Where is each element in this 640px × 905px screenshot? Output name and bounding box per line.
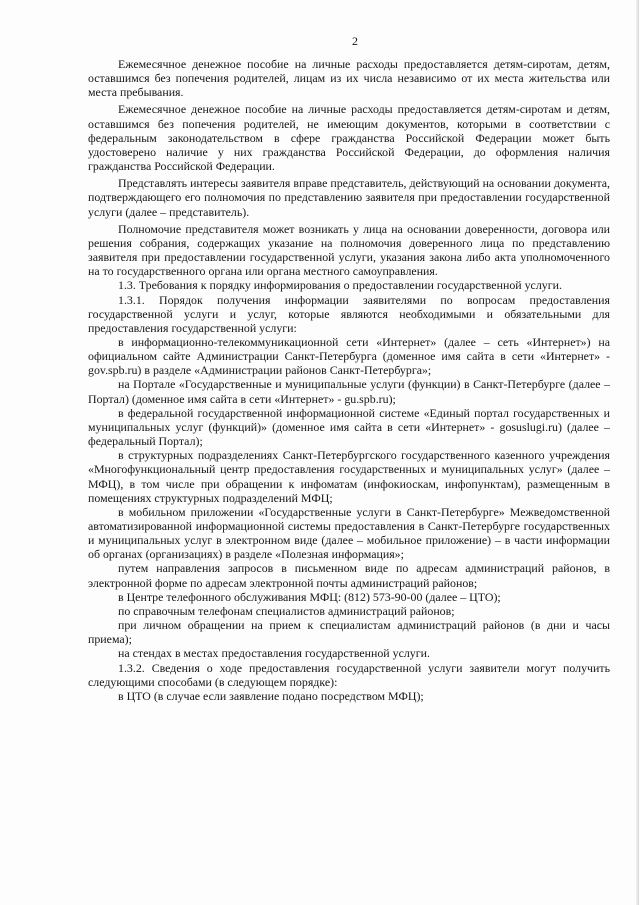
page-number: 2 [352, 34, 358, 48]
paragraph-14: по справочным телефонам специалистов администраций районов; [118, 603, 455, 618]
paragraph-4: Полномочие представителя может возникать у лица на основании доверенности, договора или решения собрания, содержащих указание на полномочия доверенного лица по представлению заявителя при предоставлении государственной услуги, указания закона либо акта уполномоченного на то государственного органа или органа местного самоуправления. [88, 221, 610, 279]
paragraph-13: в Центре телефонного обслуживания МФЦ: (812) 573-90-00 (далее – ЦТО); [118, 589, 501, 604]
paragraph-7: в информационно-телекоммуникационной сети «Интернет» (далее – сеть «Интернет») на официальном сайте Администрации Санкт-Петербурга (доменное имя сайта в сети «Интернет» - gov.spb.ru) в разделе «Администрации районов Санкт-Петербурга»; [88, 334, 610, 378]
paragraph-11: в мобильном приложении «Государственные услуги в Санкт-Петербурге» Межведомственной автоматизированной информационной системы предоставления в Санкт-Петербурге государственных и муниципальных услуг в электронном виде (далее – мобильное приложение) – в части информации об органах (организациях) в разделе «Полезная информация»; [88, 504, 610, 562]
paragraph-12: путем направления запросов в письменном виде по адресам администраций районов, в электронной форме по адресам электронной почты администраций районов; [88, 561, 610, 590]
document-body [88, 57, 610, 703]
paragraph-3: Представлять интересы заявителя вправе представитель, действующий на основании документа, подтверждающего его полномочия по представлению заявителя при предоставлении государственной услуги (далее – представитель). [88, 176, 610, 219]
paragraph-5: 1.3. Требования к порядку информирования о предоставлении государственной услуги. [118, 278, 562, 293]
paragraph-6: 1.3.1. Порядок получения информации заявителями по вопросам предоставления государственной услуги и услуг, которые являются необходимыми и обязательными для предоставления государственной услуги: [88, 292, 610, 335]
paragraph-1: Ежемесячное денежное пособие на личные расходы предоставляется детям-сиротам, детям, оставшимся без попечения родителей, лицам из их числа независимо от их места жительства или места пребывания. [88, 57, 610, 100]
paragraph-17: 1.3.2. Сведения о ходе предоставления государственной услуги заявители могут получить следующими способами (в следующем порядке): [88, 660, 610, 689]
paragraph-9: в федеральной государственной информационной системе «Единый портал государственных и муниципальных услуг (функций)» (доменное имя сайта в сети «Интернет» - gosuslugi.ru) (далее – федеральный Портал); [88, 405, 610, 449]
paragraph-15: при личном обращении на прием к специалистам администраций районов (в дни и часы приема); [88, 618, 610, 647]
paragraph-10: в структурных подразделениях Санкт-Петербургского государственного казенного учреждения «Многофункциональный центр предоставления государственных и муниципальных услуг» (далее – МФЦ), в том числе при обращении к инфоматам (инфокиоскам, инфопунктам), размещенным в помещениях структурных подразделений МФЦ; [88, 448, 610, 505]
paragraph-18: в ЦТО (в случае если заявление подано посредством МФЦ); [118, 688, 424, 703]
paragraph-16: на стендах в местах предоставления государственной услуги. [118, 646, 430, 661]
paragraph-8: на Портале «Государственные и муниципальные услуги (функции) в Санкт-Петербурге (далее – Портал) (доменное имя сайта в сети «Интернет» - gu.spb.ru); [88, 377, 610, 406]
page-edge-shadow [636, 0, 639, 905]
paragraph-2: Ежемесячное денежное пособие на личные расходы предоставляется детям-сиротам и детям, оставшимся без попечения родителей, не имеющим документов, которыми в соответствии с федеральным законодательством в сфере гражданства Российской Федерации может быть удостоверено наличие у них гражданства Российской Федерации, до оформления наличия гражданства Российской Федерации. [88, 102, 610, 174]
